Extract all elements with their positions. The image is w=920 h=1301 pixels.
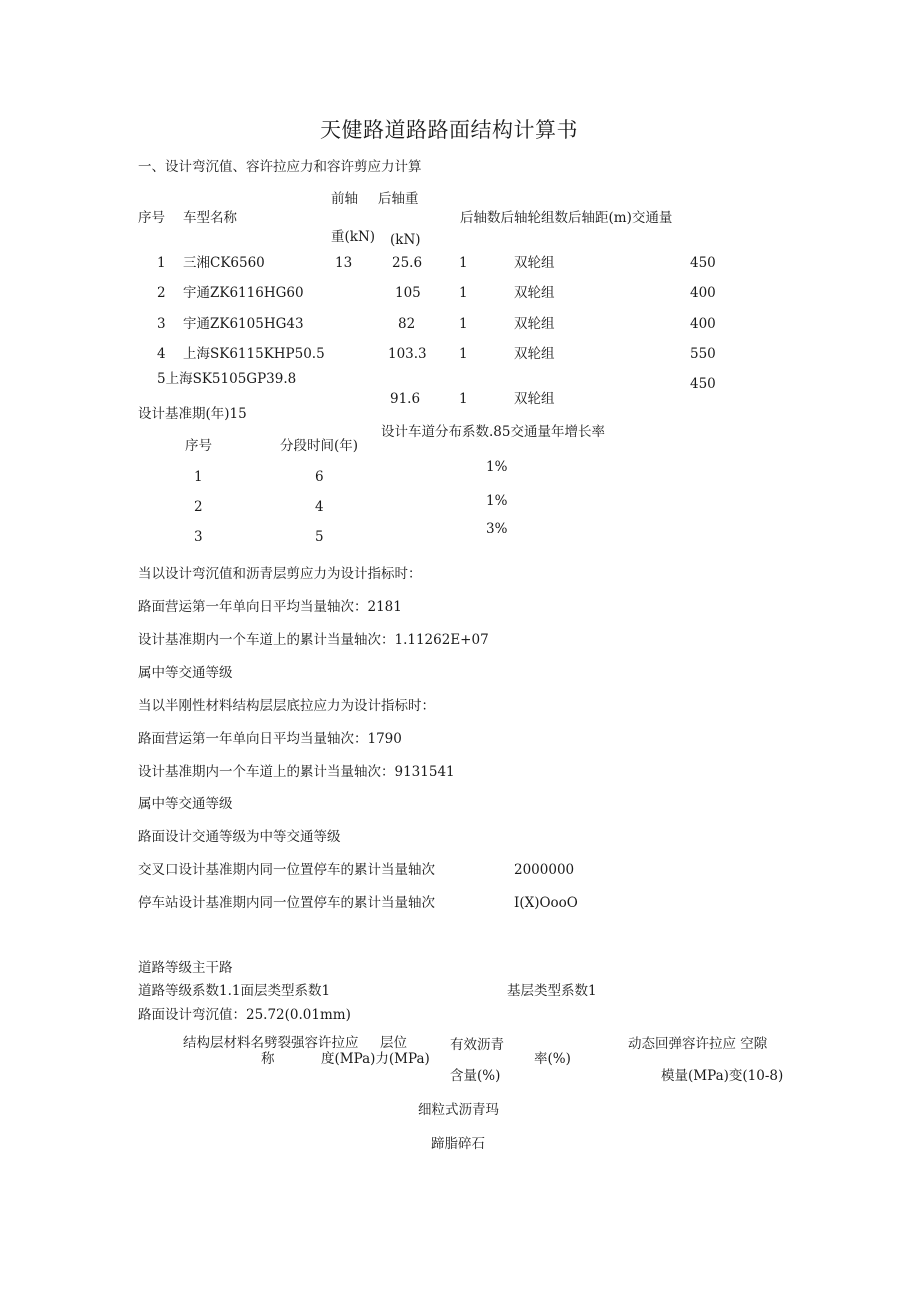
- vehicle-row-1-wheels: 双轮组: [514, 255, 555, 271]
- section-heading: 一、设计弯沉值、容许拉应力和容许剪应力计算: [138, 159, 422, 175]
- vehicle-header-front-axle-unit: 重(kN): [331, 229, 376, 245]
- result-line: 路面营运第一年单向日平均当量轴次：2181: [138, 599, 402, 615]
- vehicle-row-1-traffic: 450: [690, 255, 716, 271]
- vehicle-row-2-traffic: 400: [690, 285, 716, 301]
- vehicle-row-4-seq: 4: [157, 346, 166, 362]
- vehicle-row-5-rear: 91.6: [390, 391, 421, 407]
- vehicle-row-4-rear: 103.3: [388, 346, 427, 362]
- vehicle-header-front-axle: 前轴: [331, 191, 358, 207]
- vehicle-row-2-rear: 105: [395, 285, 421, 301]
- vehicle-row-5-wheels: 双轮组: [514, 391, 555, 407]
- layer-header-material: 结构层材料名劈裂强容许拉应: [183, 1035, 359, 1051]
- road-grade: 道路等级主干路: [138, 960, 233, 976]
- period-row-3-rate: 3%: [486, 521, 508, 537]
- result-line: 属中等交通等级: [138, 665, 233, 681]
- vehicle-row-2-axles: 1: [459, 285, 468, 301]
- layer-header-asphalt-content: 含量(%): [450, 1068, 501, 1084]
- result-line: 路面设计交通等级为中等交通等级: [138, 829, 341, 845]
- vehicle-row-1-rear: 25.6: [392, 255, 423, 271]
- result-line: 设计基准期内一个车道上的累计当量轴次：1.11262E+07: [138, 632, 489, 648]
- layer-material: 细粒式沥青玛: [418, 1102, 499, 1118]
- vehicle-header-rest: 后轴数后轴轮组数后轴距(m)交通量: [460, 210, 673, 226]
- bus-stop-label: 停车站设计基准期内同一位置停车的累计当量轴次: [138, 895, 435, 911]
- vehicle-row-4-model: 上海SK6115KHP50.5: [183, 346, 325, 362]
- result-line: 路面营运第一年单向日平均当量轴次：1790: [138, 731, 402, 747]
- vehicle-row-4-wheels: 双轮组: [514, 346, 555, 362]
- layer-header-modulus: 动态回弹容许拉应 空隙: [628, 1036, 768, 1052]
- result-line: 当以半刚性材料结构层层底拉应力为设计指标时：: [138, 698, 435, 714]
- intersection-label: 交叉口设计基准期内同一位置停车的累计当量轴次: [138, 862, 435, 878]
- vehicle-row-1-model: 三湘CK6560: [183, 255, 265, 271]
- layer-header-rate: 率(%): [534, 1051, 571, 1067]
- vehicle-row-3-traffic: 400: [690, 316, 716, 332]
- design-deflection: 路面设计弯沉值：25.72(0.01mm): [138, 1007, 351, 1023]
- vehicle-header-rear-axle: 后轴重: [378, 191, 419, 207]
- vehicle-row-3-seq: 3: [157, 316, 166, 332]
- vehicle-row-3-model: 宇通ZK6105HG43: [183, 316, 304, 332]
- vehicle-row-5-traffic: 450: [690, 376, 716, 392]
- vehicle-row-5-seq-model: 5上海SK5105GP39.8: [157, 371, 297, 387]
- vehicle-row-4-traffic: 550: [690, 346, 716, 362]
- period-row-3-seq: 3: [194, 529, 203, 545]
- period-row-1-seq: 1: [194, 469, 203, 485]
- layer-header-strength: 度(MPa)力(MPa): [321, 1051, 430, 1067]
- layer-header-layer: 层位: [380, 1035, 407, 1051]
- bus-stop-value: I(X)OooO: [514, 895, 578, 911]
- vehicle-row-2-wheels: 双轮组: [514, 285, 555, 301]
- vehicle-header-rear-axle-unit: (kN): [390, 232, 421, 248]
- vehicle-row-4-axles: 1: [459, 346, 468, 362]
- vehicle-row-1-axles: 1: [459, 255, 468, 271]
- period-row-2-seq: 2: [194, 499, 203, 515]
- vehicle-row-1-seq: 1: [157, 255, 166, 271]
- vehicle-row-3-rear: 82: [398, 316, 416, 332]
- intersection-value: 2000000: [514, 862, 575, 878]
- layer-material-cont: 蹄脂碎石: [431, 1136, 485, 1152]
- base-coefficient: 基层类型系数1: [507, 983, 597, 999]
- period-row-1-rate: 1%: [486, 459, 508, 475]
- vehicle-row-3-axles: 1: [459, 316, 468, 332]
- grade-coefficients: 道路等级系数1.1面层类型系数1: [138, 983, 331, 999]
- vehicle-header-seq: 序号: [138, 210, 165, 226]
- vehicle-row-3-wheels: 双轮组: [514, 316, 555, 332]
- period-row-2-rate: 1%: [486, 493, 508, 509]
- vehicle-row-2-model: 宇通ZK6116HG60: [183, 285, 304, 301]
- period-header-seq: 序号: [185, 438, 212, 454]
- page-title: 天健路道路路面结构计算书: [320, 118, 578, 142]
- result-line: 设计基准期内一个车道上的累计当量轴次：9131541: [138, 764, 455, 780]
- period-row-1-time: 6: [315, 469, 324, 485]
- vehicle-row-2-seq: 2: [157, 285, 166, 301]
- layer-header-asphalt: 有效沥青: [450, 1037, 504, 1053]
- period-row-2-time: 4: [315, 499, 324, 515]
- result-line: 属中等交通等级: [138, 796, 233, 812]
- vehicle-header-model: 车型名称: [183, 210, 237, 226]
- vehicle-row-1-front: 13: [335, 255, 353, 271]
- layer-header-modulus-unit: 模量(MPa)变(10-8): [661, 1068, 784, 1084]
- period-row-3-time: 5: [315, 529, 324, 545]
- design-period: 设计基准期(年)15: [138, 406, 247, 422]
- result-line: 当以设计弯沉值和沥青层剪应力为设计指标时：: [138, 566, 422, 582]
- period-header-time: 分段时间(年): [280, 438, 359, 454]
- lane-distribution: 设计车道分布系数.85交通量年增长率: [381, 424, 605, 440]
- vehicle-row-5-axles: 1: [459, 391, 468, 407]
- layer-header-material-cont: 称: [261, 1051, 275, 1067]
